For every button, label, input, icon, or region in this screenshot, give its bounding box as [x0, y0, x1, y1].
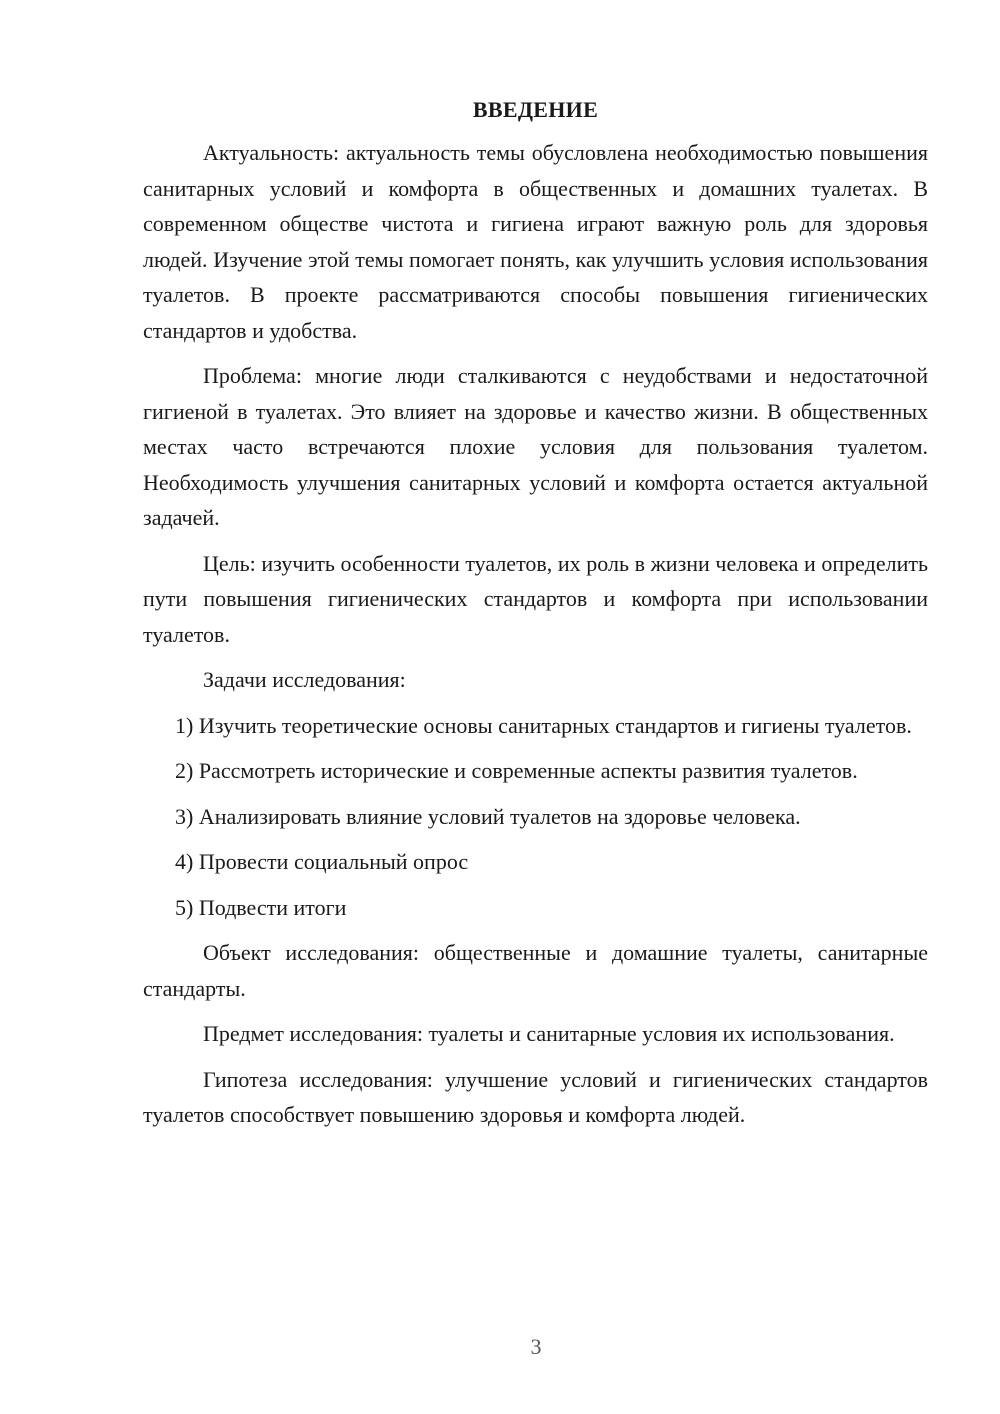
task-item-3: 3) Анализировать влияние условий туалетов на здоровье человека. [175, 803, 801, 829]
problem-paragraph: Проблема: многие люди сталкиваются с неудобствами и недостаточной гигиеной в туалетах. Это влияет на здоровье и качество жизни. В общественных местах часто встречаются плохие условия для пользования туалетом. Необходимость улучшения санитарных условий и комфорта остается актуальной задачей. [143, 363, 928, 530]
hypothesis-paragraph: Гипотеза исследования: улучшение условий и гигиенических стандартов туалетов способствует повышению здоровья и комфорта людей. [143, 1066, 928, 1127]
section-title: ВВЕДЕНИЕ [472, 97, 599, 122]
subject-paragraph: Предмет исследования: туалеты и санитарные условия их использования. [203, 1021, 895, 1046]
tasks-heading: Задачи исследования: [203, 667, 406, 692]
goal-paragraph: Цель: изучить особенности туалетов, их роль в жизни человека и определить пути повышения гигиенических стандартов и комфорта при использовании туалетов. [143, 550, 928, 647]
task-item-2: 2) Рассмотреть исторические и современные аспекты развития туалетов. [175, 758, 858, 783]
relevance-paragraph: Актуальность: актуальность темы обусловлена необходимостью повышения санитарных условий и комфорта в общественных и домашних туалетах. В современном обществе чистота и гигиена играют важную роль для здоровья людей. Изучение этой темы помогает понять, как улучшить условия использования туалетов. В проекте рассматриваются способы повышения гигиенических стандартов и удобства. [143, 140, 928, 343]
object-paragraph: Объект исследования: общественные и домашние туалеты, санитарные стандарты. [143, 940, 928, 1001]
task-item-1: 1) Изучить теоретические основы санитарных стандартов и гигиены туалетов. [175, 712, 912, 738]
task-item-4: 4) Провести социальный опрос [175, 849, 469, 874]
page-content [143, 92, 928, 1143]
task-item-5: 5) Подвести итоги [175, 894, 347, 920]
page-number: 3 [530, 1334, 542, 1359]
